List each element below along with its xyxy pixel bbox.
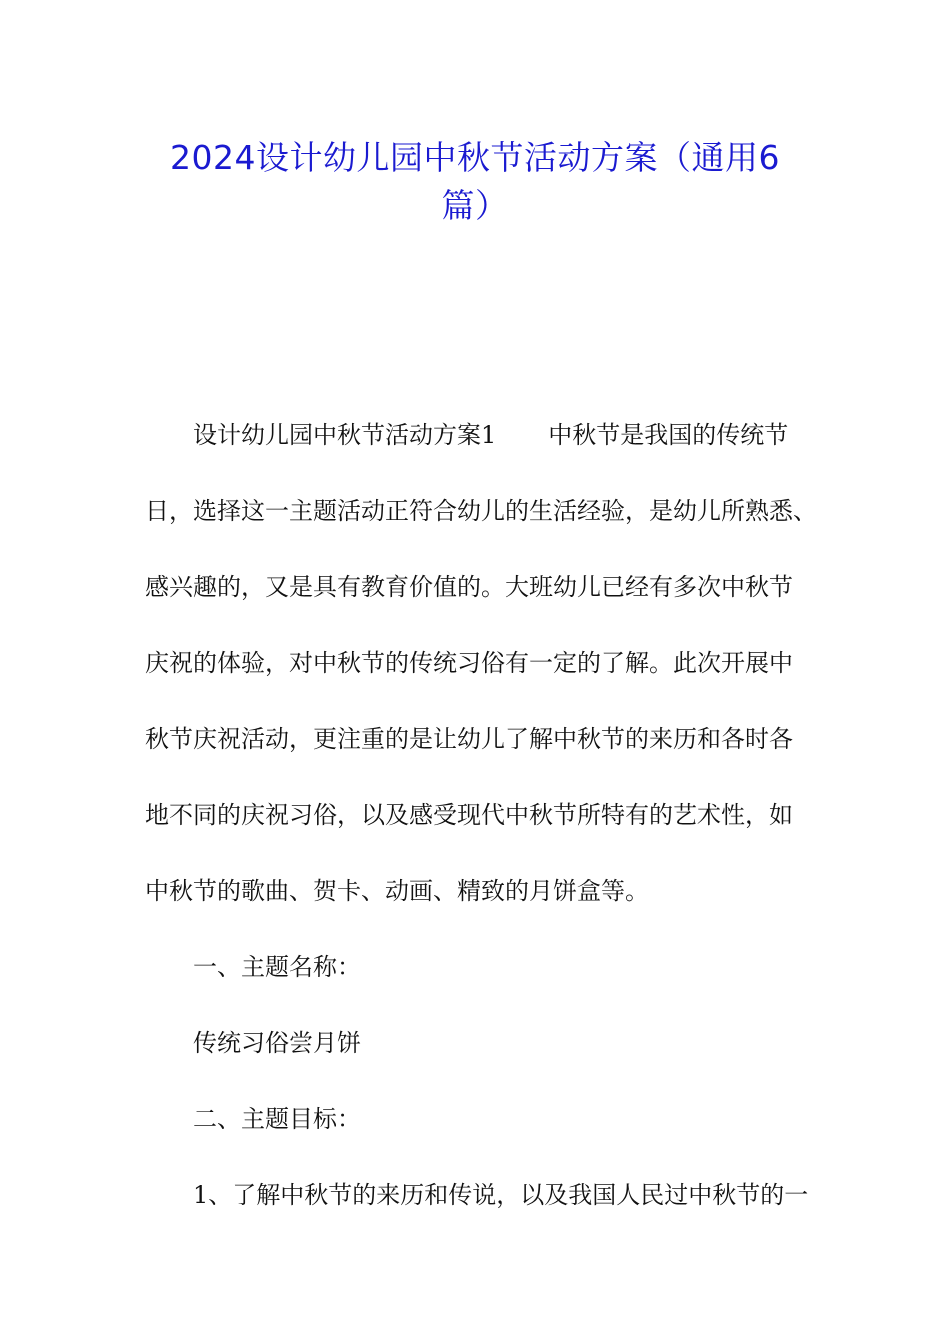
- paragraph-line: 地不同的庆祝习俗，以及感受现代中秋节所特有的艺术性，如: [145, 801, 793, 829]
- paragraph-line: 日，选择这一主题活动正符合幼儿的生活经验，是幼儿所熟悉、: [145, 497, 817, 525]
- document-body: [145, 405, 815, 1241]
- paragraph-line: 感兴趣的，又是具有教育价值的。大班幼儿已经有多次中秋节: [145, 573, 793, 601]
- goal-item-1: 1、了解中秋节的来历和传说，以及我国人民过中秋节的一: [193, 1181, 809, 1209]
- paragraph-first-line: [145, 405, 815, 481]
- document-title-line-2: 篇）: [441, 186, 509, 225]
- section-content-topic-name: 传统习俗尝月饼: [193, 1029, 361, 1057]
- paragraph-text: 中秋节是我国的传统节: [548, 421, 789, 449]
- paragraph-line: 秋节庆祝活动，更注重的是让幼儿了解中秋节的来历和各时各: [145, 725, 793, 753]
- paragraph-line: 庆祝的体验，对中秋节的传统习俗有一定的了解。此次开展中: [145, 649, 793, 677]
- document-title-line-1: 2024设计幼儿园中秋节活动方案（通用6: [170, 138, 780, 177]
- section-heading-topic-name: 一、主题名称：: [193, 953, 361, 981]
- section-heading-topic-goals: 二、主题目标：: [193, 1105, 361, 1133]
- plan-heading: 设计幼儿园中秋节活动方案1: [193, 421, 497, 449]
- paragraph-line: 中秋节的歌曲、贺卡、动画、精致的月饼盒等。: [145, 877, 649, 905]
